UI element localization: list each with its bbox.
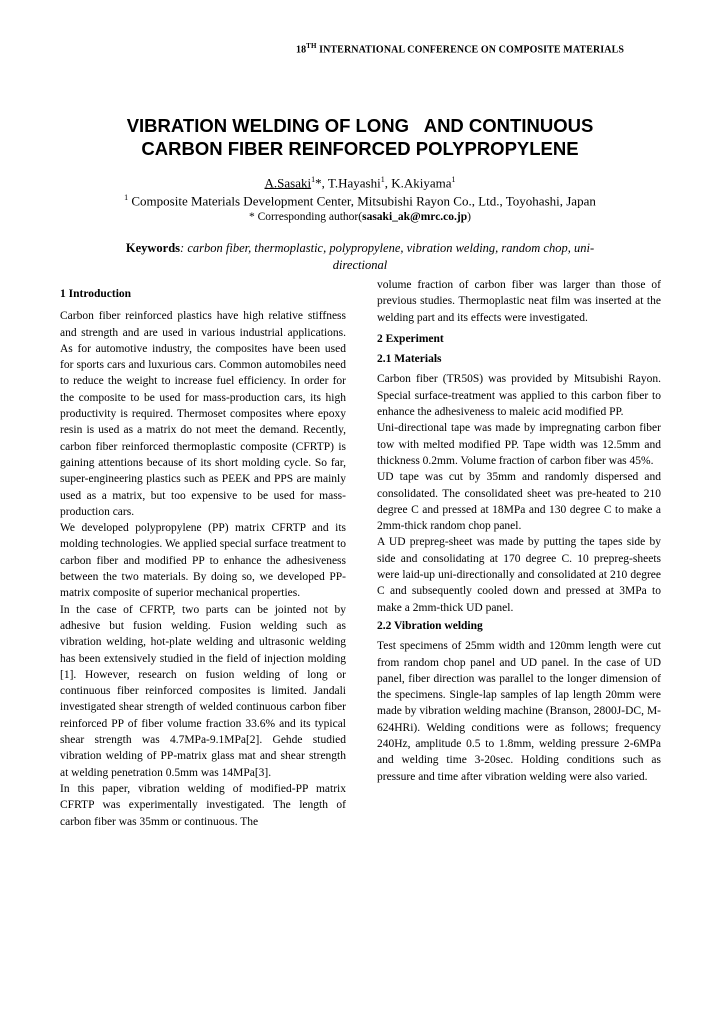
- subsection-heading-vibration-welding: 2.2 Vibration welding: [377, 619, 483, 632]
- intro-paragraph-4: In this paper, vibration welding of modified-PP matrix CFRTP was experimentally investigated. The length of carbon fiber was 35mm or continuous. The: [60, 782, 346, 828]
- intro-paragraph-2: We developed polypropylene (PP) matrix CFRTP and its molding technologies. We applied special surface treatment to carbon fiber and modified PP to enhance the adhesiveness between the two materials. By doing so, we developed PP-matrix composite of superior mechanical properties.: [60, 522, 346, 600]
- conf-name: INTERNATIONAL CONFERENCE ON COMPOSITE MATERIALS: [316, 44, 625, 56]
- affiliation: [60, 193, 660, 209]
- corresponding-email[interactable]: sasaki_ak@mrc.co.jp: [362, 211, 468, 223]
- title-line-1: VIBRATION WELDING OF LONG AND CONTINUOUS: [126, 115, 594, 136]
- corresponding-mark: *,: [315, 175, 328, 191]
- author-list: [60, 175, 660, 191]
- author-hayashi: T.Hayashi: [327, 175, 381, 191]
- author-akiyama: K.Akiyama: [391, 175, 452, 191]
- materials-paragraph-2: Uni-directional tape was made by impregnating carbon fiber tow with melted modified PP. Tape width was 12.5mm and thickness 0.2mm. Volume fraction of carbon fiber was 45%.: [377, 422, 661, 467]
- left-column: [60, 277, 346, 830]
- subsection-heading-materials: 2.1 Materials: [377, 353, 442, 366]
- title-line-2: CARBON FIBER REINFORCED POLYPROPYLENE: [141, 138, 579, 159]
- author-hayashi-affil: 1: [380, 175, 385, 184]
- affiliation-number: 1: [124, 193, 129, 202]
- running-header: [240, 42, 680, 55]
- keywords-text: : carbon fiber, thermoplastic, polypropylene, vibration welding, random chop, uni-directional: [180, 241, 595, 272]
- author-separator: ,: [384, 175, 392, 191]
- materials-paragraph-4: A UD prepreg-sheet was made by putting the tapes side by side and consolidating at 170 degree C. 10 prepreg-sheets were laid-up uni-directionally and consolidated at 210 degree C and subsequently cooled down and pressed at 3MPa to make a 2mm-thick UD panel.: [377, 536, 661, 614]
- paper-title: [60, 114, 660, 160]
- author-akiyama-affil: 1: [451, 175, 456, 184]
- conf-number: 18: [295, 44, 307, 56]
- keywords-label: Keywords: [125, 241, 181, 255]
- section-heading-experiment: 2 Experiment: [377, 332, 444, 345]
- intro-paragraph-3: In the case of CFRTP, two parts can be jointed not by adhesive but fusion welding. Fusion welding such as vibration welding, hot-plate welding and ultrasonic welding has been extensively studied in the field of injection molding [1]. However, research on fusion welding of long or continuous fiber reinforced composites is limited. Jandali investigated shear strength of welded continuous carbon fiber reinforced PP of fiber volume fraction 33.6% and its typical shear strength was 4.7MPa-9.1MPa[2]. Gehde studied vibration welding of PP-matrix glass mat and shear strength at welding penetration 0.5mm was 14MPa[3].: [60, 603, 346, 779]
- conf-suffix: TH: [306, 42, 317, 50]
- section-heading-introduction: 1 Introduction: [60, 288, 132, 300]
- keywords: [120, 240, 600, 274]
- materials-paragraph-3: UD tape was cut by 35mm and randomly dispersed and consolidated. The consolidated sheet was pre-heated to 210 degree C and pressed at 18MPa and 130 degree C to make a 2mm-thick random chop panel.: [377, 471, 661, 533]
- corresponding-suffix: ): [467, 211, 471, 223]
- corresponding-author: [60, 211, 660, 223]
- author-sasaki: A.Sasaki: [264, 175, 312, 191]
- author-sasaki-affil: 1: [311, 175, 316, 184]
- intro-paragraph-1: Carbon fiber reinforced plastics have high relative stiffness and strength and are used in various industrial applications. As for automotive industry, the composites have been used for sports cars and luxurious cars. Common automobiles need to reduce the weight to increase fuel efficiency. In order for the composite to be used for mass-production cars, its high productivity is required. Thermoset composites where epoxy resin is used as a matrix do not meet the demand. Recently, carbon fiber reinforced thermoplastic composite (CFRTP) is gaining attentions because of its short molding cycle. So far, super-engineering plastics such as PEEK and PPS are mainly used as a matrix, but too expensive to be used for mass-production cars.: [60, 310, 346, 518]
- right-column: [377, 277, 661, 785]
- corresponding-prefix: * Corresponding author(: [249, 211, 363, 223]
- affiliation-text: Composite Materials Development Center, Mitsubishi Rayon Co., Ltd., Toyohashi, Japan: [128, 193, 596, 209]
- intro-paragraph-4-continued: volume fraction of carbon fiber was larger than those of previous studies. Thermoplastic neat film was inserted at the welding part and its effects were investigated.: [377, 279, 661, 324]
- vibration-welding-paragraph: Test specimens of 25mm width and 120mm length were cut from random chop panel and UD panel. In the case of UD panel, fiber direction was parallel to the longer dimension of the specimens. Single-lap samples of lap length 20mm were made by vibration welding machine (Branson, 2800J-DC, M-624HRi). Welding conditions were as follows; frequency 240Hz, amplitude 0.5 to 1.8mm, welding pressure 2-6MPa and welding time 3-20sec. Holding conditions such as pressure and time after vibration welding were also varied.: [377, 640, 661, 783]
- materials-paragraph-1: Carbon fiber (TR50S) was provided by Mitsubishi Rayon. Special surface-treatment was applied to this carbon fiber to enhance the adhesiveness to maleic acid modified PP.: [377, 373, 661, 419]
